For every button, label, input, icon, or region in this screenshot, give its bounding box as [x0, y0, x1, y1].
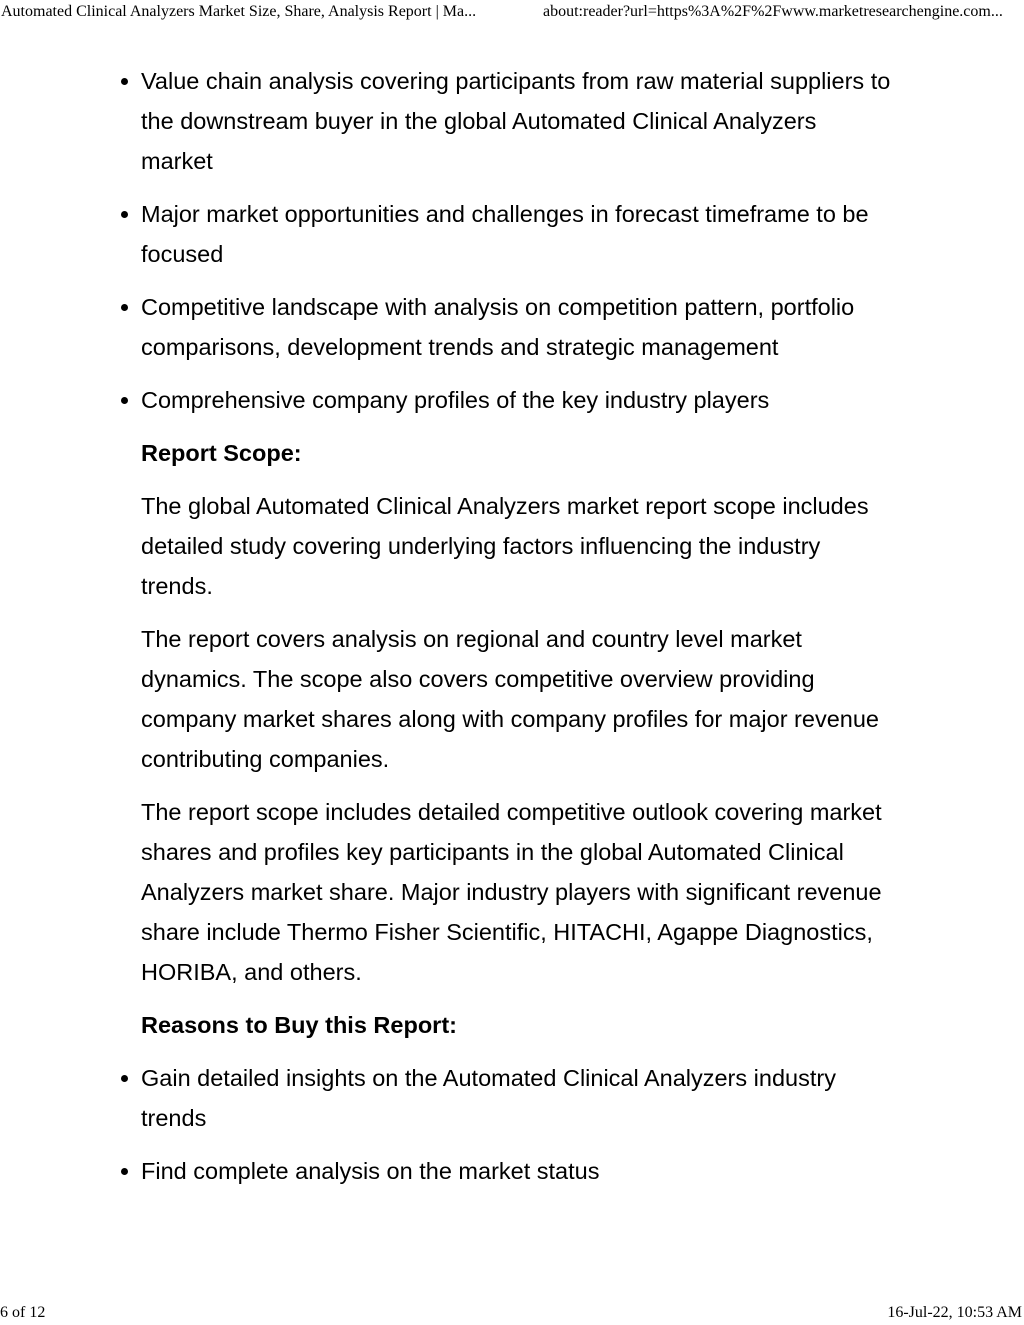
- print-footer: [0, 1301, 1024, 1325]
- print-header: [0, 0, 1024, 24]
- report-scope-heading: Report Scope:: [141, 440, 302, 466]
- page-number: 6 of 12: [0, 1304, 46, 1321]
- list-item: Value chain analysis covering participants from raw material suppliers to the downstream buyer in the global Automated Clinical Analyzers market: [141, 61, 891, 181]
- bullet-list-bottom: [141, 1058, 891, 1191]
- paragraph: The report scope includes detailed competitive outlook covering market shares and profiles key participants in the global Automated Clinical Analyzers market share. Major industry players with significant revenue share include Thermo Fisher Scientific, HITACHI, Agappe Diagnostics, HORIBA, and others.: [141, 799, 882, 985]
- paragraph: The global Automated Clinical Analyzers market report scope includes detailed study covering underlying factors influencing the industry trends.: [141, 493, 869, 599]
- list-item: Gain detailed insights on the Automated Clinical Analyzers industry trends: [141, 1058, 891, 1138]
- page-url: about:reader?url=https%3A%2F%2Fwww.marketresearchengine.com...: [543, 3, 1003, 20]
- list-item: Comprehensive company profiles of the key industry players: [141, 380, 891, 420]
- bullet-list-top: [141, 61, 891, 420]
- paragraph: The report covers analysis on regional and country level market dynamics. The scope also covers competitive overview providing company market shares along with company profiles for major revenue contributing companies.: [141, 626, 879, 772]
- reasons-heading: Reasons to Buy this Report:: [141, 1012, 457, 1038]
- list-item: Find complete analysis on the market status: [141, 1151, 891, 1191]
- list-item: Competitive landscape with analysis on competition pattern, portfolio comparisons, development trends and strategic management: [141, 287, 891, 367]
- print-timestamp: 16-Jul-22, 10:53 AM: [887, 1304, 1022, 1321]
- list-item: Major market opportunities and challenges in forecast timeframe to be focused: [141, 194, 891, 274]
- page-title: Automated Clinical Analyzers Market Size, Share, Analysis Report | Ma...: [1, 3, 477, 20]
- article-content: [141, 61, 891, 1204]
